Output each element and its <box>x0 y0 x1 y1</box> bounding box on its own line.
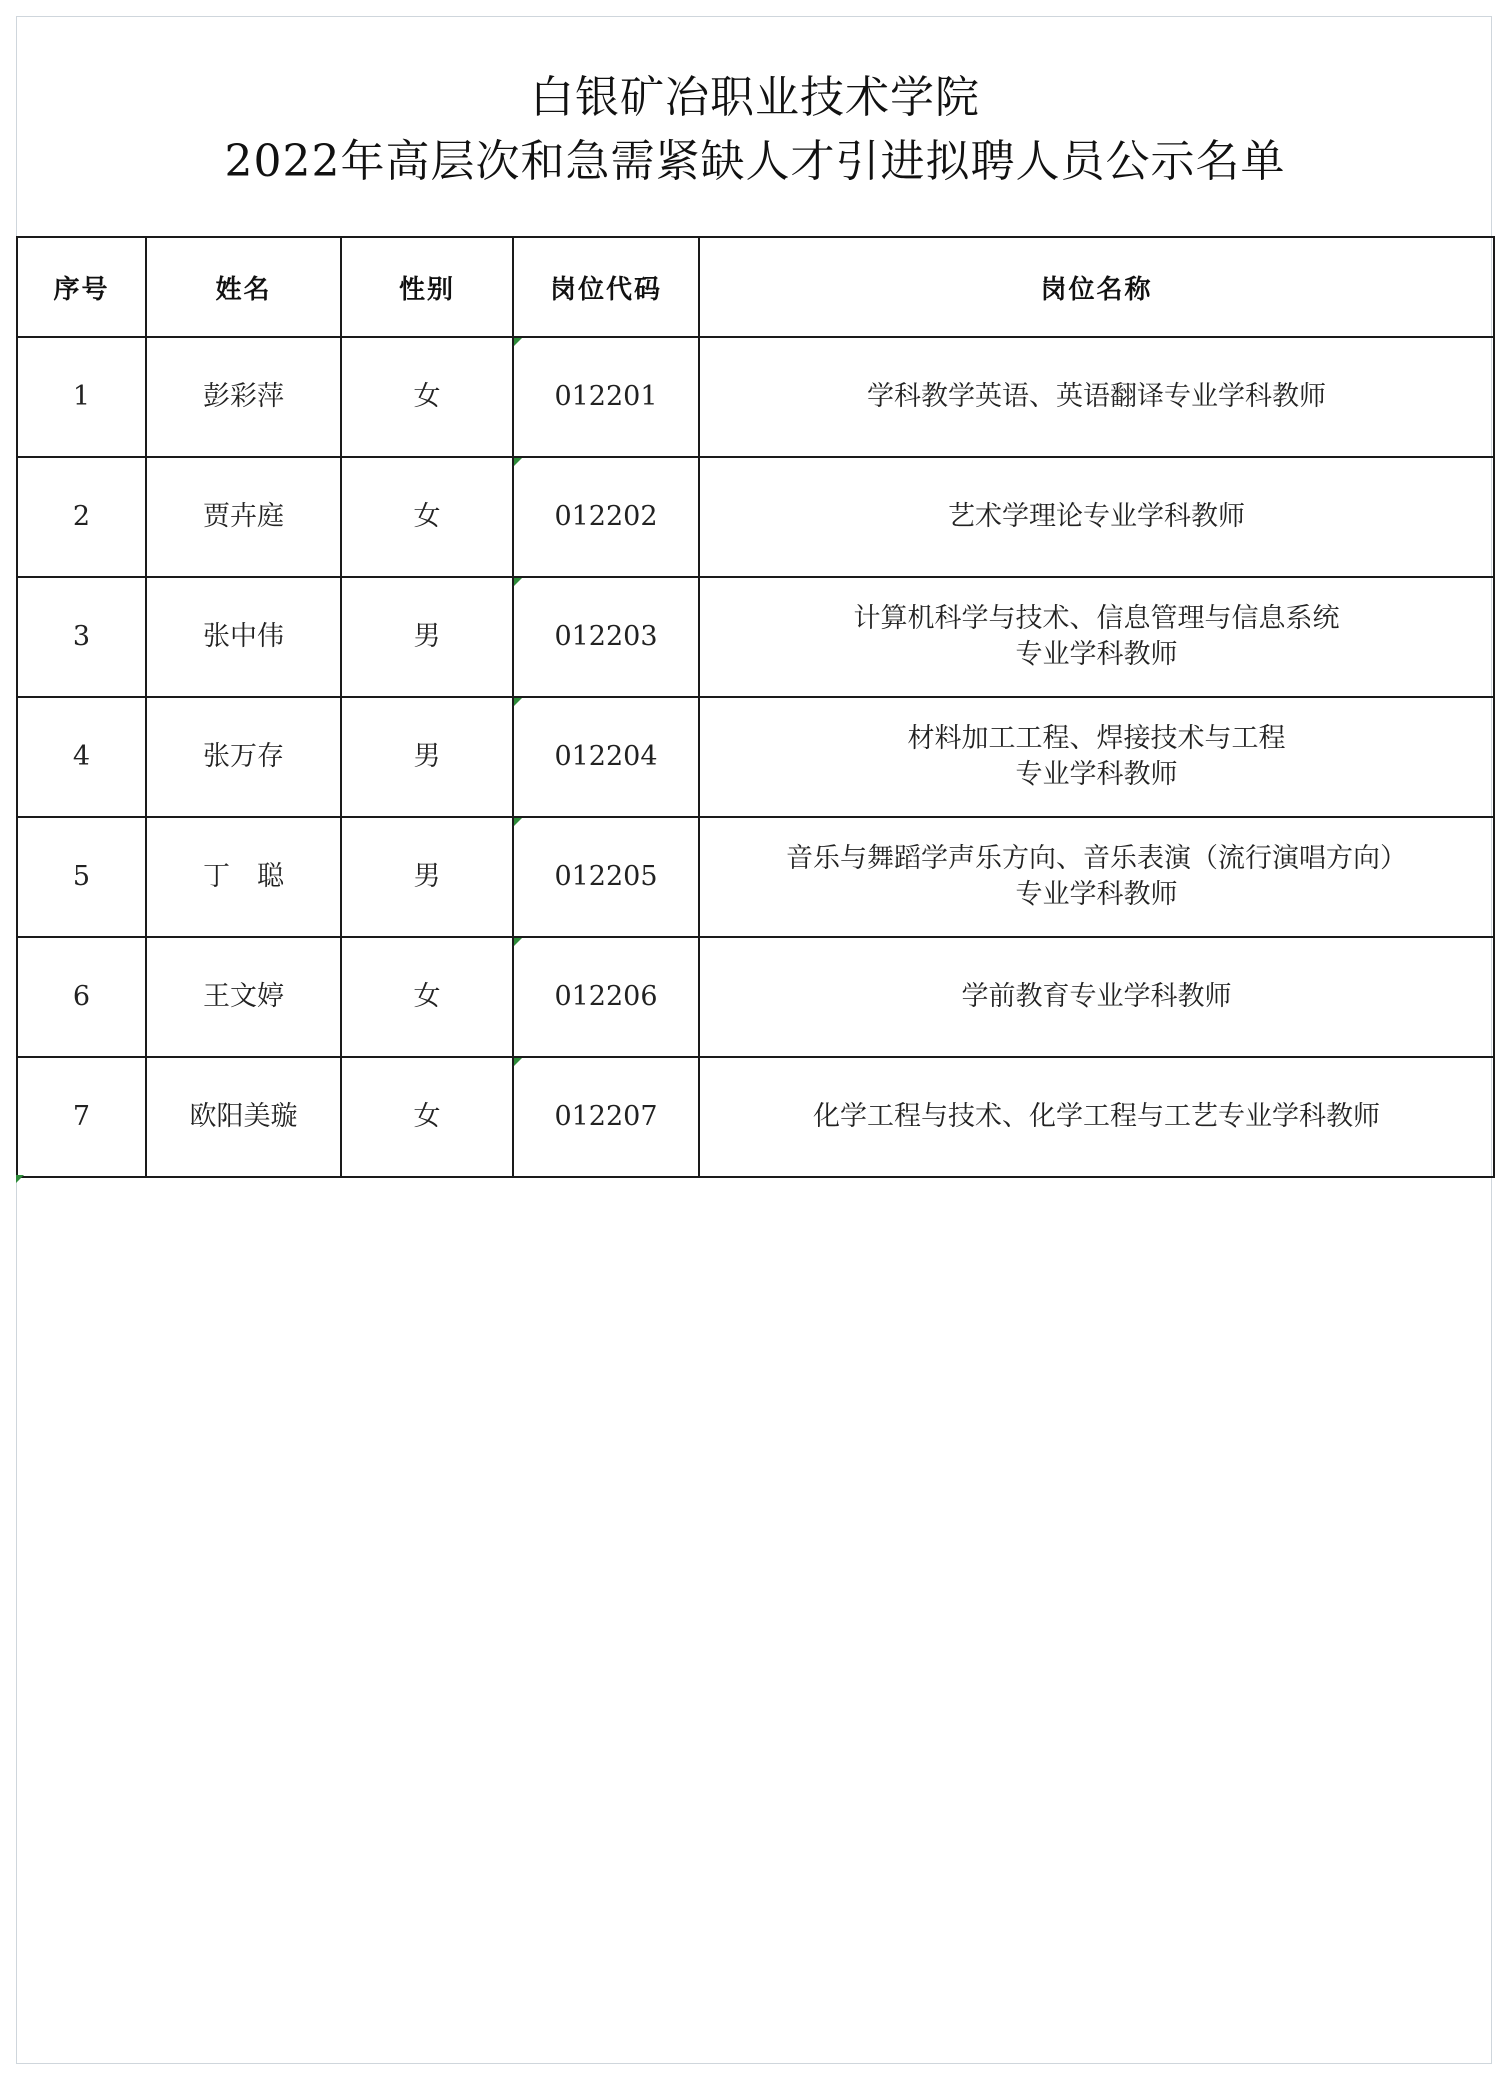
table-row <box>17 697 1494 817</box>
position-name-line1: 艺术学理论专业学科教师 <box>948 501 1245 532</box>
cell-position-name <box>699 337 1494 457</box>
position-name-line2: 专业学科教师 <box>1015 759 1178 790</box>
cell-gender: 女 <box>341 937 513 1057</box>
cell-gender: 女 <box>341 1057 513 1177</box>
cell-position-name <box>699 1057 1494 1177</box>
cell-name: 丁 聪 <box>146 817 341 937</box>
cell-comment-marker-icon <box>16 1175 24 1183</box>
cell-position-code: 012201 <box>513 337 699 457</box>
cell-gender: 女 <box>341 457 513 577</box>
position-name-line1: 计算机科学与技术、信息管理与信息系统 <box>853 603 1340 634</box>
position-name-line2: 专业学科教师 <box>1015 879 1178 910</box>
cell-position-code: 012204 <box>513 697 699 817</box>
candidate-table <box>16 236 1495 1178</box>
table-row <box>17 937 1494 1057</box>
position-name-line2: 专业学科教师 <box>1015 639 1178 670</box>
position-name-line1: 音乐与舞蹈学声乐方向、音乐表演（流行演唱方向） <box>786 843 1407 874</box>
cell-gender: 男 <box>341 577 513 697</box>
cell-name: 张万存 <box>146 697 341 817</box>
position-name-line1: 化学工程与技术、化学工程与工艺专业学科教师 <box>813 1101 1380 1132</box>
cell-position-code: 012202 <box>513 457 699 577</box>
cell-position-code: 012203 <box>513 577 699 697</box>
table-row <box>17 457 1494 577</box>
cell-index: 6 <box>17 937 146 1057</box>
header-name: 姓名 <box>146 237 341 337</box>
table-row <box>17 1057 1494 1177</box>
header-index: 序号 <box>17 237 146 337</box>
cell-position-name <box>699 937 1494 1057</box>
cell-position-name <box>699 457 1494 577</box>
cell-position-code: 012205 <box>513 817 699 937</box>
cell-index: 4 <box>17 697 146 817</box>
table-row <box>17 337 1494 457</box>
cell-position-name <box>699 817 1494 937</box>
table-row <box>17 577 1494 697</box>
cell-index: 3 <box>17 577 146 697</box>
cell-position-name <box>699 577 1494 697</box>
header-position-name: 岗位名称 <box>699 237 1494 337</box>
position-name-line1: 材料加工工程、焊接技术与工程 <box>907 723 1286 754</box>
table-header-row <box>17 237 1494 337</box>
cell-name: 贾卉庭 <box>146 457 341 577</box>
cell-position-code: 012207 <box>513 1057 699 1177</box>
position-name-line1: 学科教学英语、英语翻译专业学科教师 <box>867 381 1326 412</box>
cell-name: 欧阳美璇 <box>146 1057 341 1177</box>
document-title-list: 2022年高层次和急需紧缺人才引进拟聘人员公示名单 <box>224 136 1286 187</box>
cell-index: 5 <box>17 817 146 937</box>
cell-gender: 男 <box>341 697 513 817</box>
position-name-line1: 学前教育专业学科教师 <box>961 981 1232 1012</box>
cell-gender: 女 <box>341 337 513 457</box>
header-position-code: 岗位代码 <box>513 237 699 337</box>
cell-index: 2 <box>17 457 146 577</box>
cell-index: 7 <box>17 1057 146 1177</box>
cell-name: 张中伟 <box>146 577 341 697</box>
table-row <box>17 817 1494 937</box>
cell-name: 王文婷 <box>146 937 341 1057</box>
cell-name: 彭彩萍 <box>146 337 341 457</box>
cell-position-name <box>699 697 1494 817</box>
cell-index: 1 <box>17 337 146 457</box>
cell-position-code: 012206 <box>513 937 699 1057</box>
header-gender: 性别 <box>341 237 513 337</box>
document-title-institution: 白银矿冶职业技术学院 <box>530 72 980 123</box>
cell-gender: 男 <box>341 817 513 937</box>
